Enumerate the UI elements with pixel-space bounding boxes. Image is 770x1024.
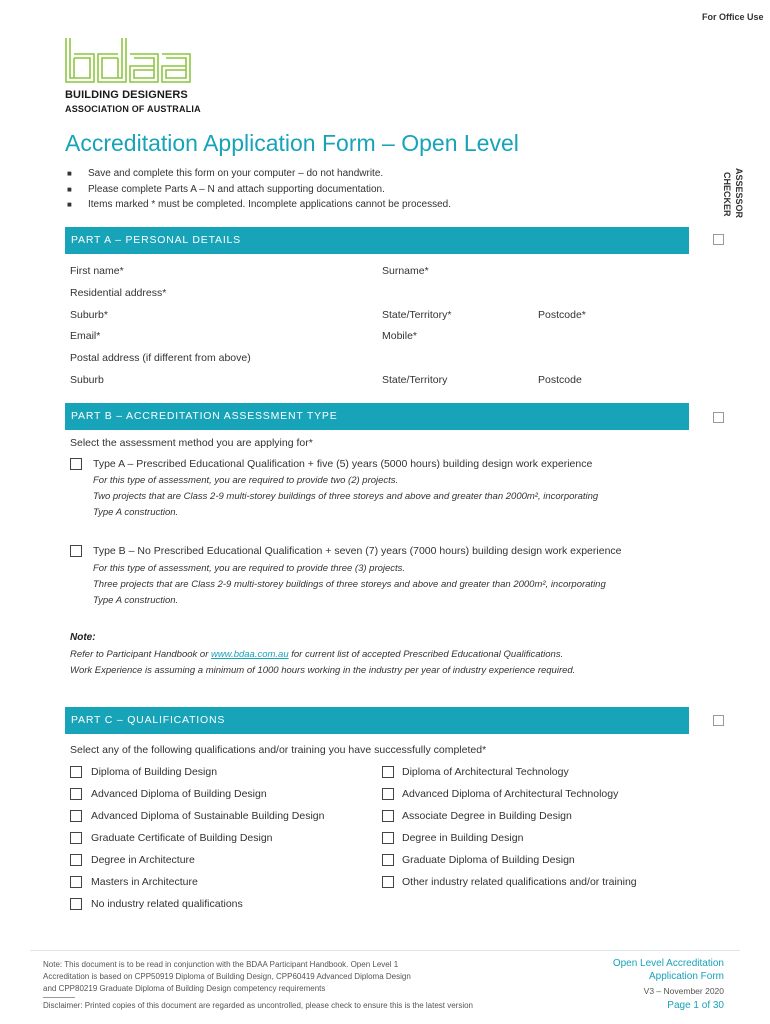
type-a-checkbox[interactable]	[70, 458, 82, 470]
qualification-checkbox[interactable]	[382, 766, 394, 778]
footer-note: Accreditation is based on CPP50919 Diploma of Building Design, CPP60419 Advanced Diploma Design	[43, 972, 411, 981]
qualification-checkbox[interactable]	[382, 810, 394, 822]
footer-rule	[43, 997, 75, 998]
assessor-check-c[interactable]	[713, 715, 724, 726]
qualification-checkbox[interactable]	[70, 898, 82, 910]
qualification-label: Advanced Diploma of Architectural Technology	[402, 788, 619, 800]
qualification-label: Advanced Diploma of Building Design	[91, 788, 267, 800]
org-name-line1: BUILDING DESIGNERS	[65, 89, 188, 101]
type-a-desc: Two projects that are Class 2-9 multi-storey buildings of three storeys and above and greater than 2000m², incorporating	[93, 491, 599, 502]
part-b-header: PART B – ACCREDITATION ASSESSMENT TYPE	[65, 403, 689, 430]
qualification-label: Graduate Certificate of Building Design	[91, 832, 273, 844]
qualification-checkbox[interactable]	[70, 854, 82, 866]
qualification-checkbox[interactable]	[70, 766, 82, 778]
type-b-checkbox[interactable]	[70, 545, 82, 557]
qualification-label: Other industry related qualifications and/or training	[402, 876, 637, 888]
qualification-label: Degree in Architecture	[91, 854, 195, 866]
postal-postcode-field[interactable]: Postcode	[538, 374, 582, 386]
qualification-label: Graduate Diploma of Building Design	[402, 854, 575, 866]
bdaa-website-link[interactable]: www.bdaa.com.au	[211, 649, 289, 660]
footer-divider	[30, 950, 740, 951]
footer-note: and CPP80219 Graduate Diploma of Building Design competency requirements	[43, 984, 326, 993]
residential-address-field[interactable]: Residential address*	[70, 287, 167, 299]
email-field[interactable]: Email*	[70, 330, 101, 342]
org-name-line2: ASSOCIATION OF AUSTRALIA	[65, 104, 201, 114]
instruction-item: ■ Please complete Parts A – N and attach supporting documentation.	[67, 183, 385, 195]
postcode-field[interactable]: Postcode*	[538, 309, 586, 321]
qualification-label: Advanced Diploma of Sustainable Building Design	[91, 810, 325, 822]
note-title: Note:	[70, 632, 96, 643]
postal-state-field[interactable]: State/Territory	[382, 374, 448, 386]
type-b-label: Type B – No Prescribed Educational Qualification + seven (7) years (7000 hours) building design work experience	[93, 545, 622, 557]
qualification-checkbox[interactable]	[70, 832, 82, 844]
footer-doc-title: Application Form	[648, 971, 724, 982]
footer-doc-title: Open Level Accreditation	[612, 958, 724, 969]
footer-version: V3 – November 2020	[643, 986, 724, 996]
qualification-checkbox[interactable]	[382, 788, 394, 800]
first-name-field[interactable]: First name*	[70, 265, 124, 277]
type-a-desc: Type A construction.	[93, 507, 179, 518]
qualification-label: Associate Degree in Building Design	[402, 810, 572, 822]
instruction-item: ■ Save and complete this form on your computer – do not handwrite.	[67, 168, 384, 179]
qualification-checkbox[interactable]	[382, 854, 394, 866]
qualification-label: Diploma of Building Design	[91, 766, 218, 778]
note-line2: Work Experience is assuming a minimum of 1000 hours working in the industry per year of industry experience required.	[70, 665, 576, 676]
page-title: Accreditation Application Form – Open Level	[65, 130, 519, 156]
surname-field[interactable]: Surname*	[382, 265, 429, 277]
postal-address-field[interactable]: Postal address (if different from above)	[70, 352, 251, 364]
assessment-prompt: Select the assessment method you are applying for*	[70, 437, 313, 449]
state-field[interactable]: State/Territory*	[382, 309, 452, 321]
suburb-field[interactable]: Suburb*	[70, 309, 108, 321]
qualification-label: Diploma of Architectural Technology	[402, 766, 569, 778]
type-b-desc: Three projects that are Class 2-9 multi-storey buildings of three storeys and above and greater than 2000m², incorporating	[93, 579, 606, 590]
footer-disclaimer: Disclaimer: Printed copies of this document are regarded as uncontrolled, please check to ensure this is the latest version	[43, 1001, 473, 1010]
type-a-label: Type A – Prescribed Educational Qualification + five (5) years (5000 hours) building design work experience	[93, 458, 593, 470]
instruction-item: ■ Items marked * must be completed. Incomplete applications cannot be processed.	[67, 199, 451, 210]
instructions-list	[67, 166, 451, 213]
qualification-checkbox[interactable]	[382, 832, 394, 844]
postal-suburb-field[interactable]: Suburb	[70, 374, 104, 386]
qualification-checkbox[interactable]	[70, 810, 82, 822]
type-b-desc: For this type of assessment, you are required to provide three (3) projects.	[93, 563, 406, 574]
qualification-checkbox[interactable]	[70, 788, 82, 800]
footer-page-number: Page 1 of 30	[667, 1000, 724, 1011]
office-use-label: For Office Use	[702, 12, 764, 22]
part-c-header: PART C – QUALIFICATIONS	[65, 707, 689, 734]
qualifications-prompt: Select any of the following qualifications and/or training you have successfully completed*	[70, 744, 487, 756]
type-a-desc: For this type of assessment, you are required to provide two (2) projects.	[93, 475, 399, 486]
assessor-checker-label: ASSESSOR CHECKER	[722, 168, 744, 219]
qualification-label: Degree in Building Design	[402, 832, 524, 844]
footer-note: Note: This document is to be read in conjunction with the BDAA Participant Handbook. Open Level 1	[43, 960, 399, 969]
bdaa-logo	[64, 36, 198, 86]
qualification-checkbox[interactable]	[382, 876, 394, 888]
qualification-checkbox[interactable]	[70, 876, 82, 888]
assessor-check-b[interactable]	[713, 412, 724, 423]
assessor-check-a[interactable]	[713, 234, 724, 245]
part-a-header: PART A – PERSONAL DETAILS	[65, 227, 689, 254]
qualification-label: No industry related qualifications	[91, 898, 243, 910]
qualification-label: Masters in Architecture	[91, 876, 198, 888]
type-b-desc: Type A construction.	[93, 595, 179, 606]
mobile-field[interactable]: Mobile*	[382, 330, 418, 342]
note-line1: Refer to Participant Handbook or www.bdaa.com.au for current list of accepted Prescribed Educational Qualifications.	[70, 649, 564, 660]
